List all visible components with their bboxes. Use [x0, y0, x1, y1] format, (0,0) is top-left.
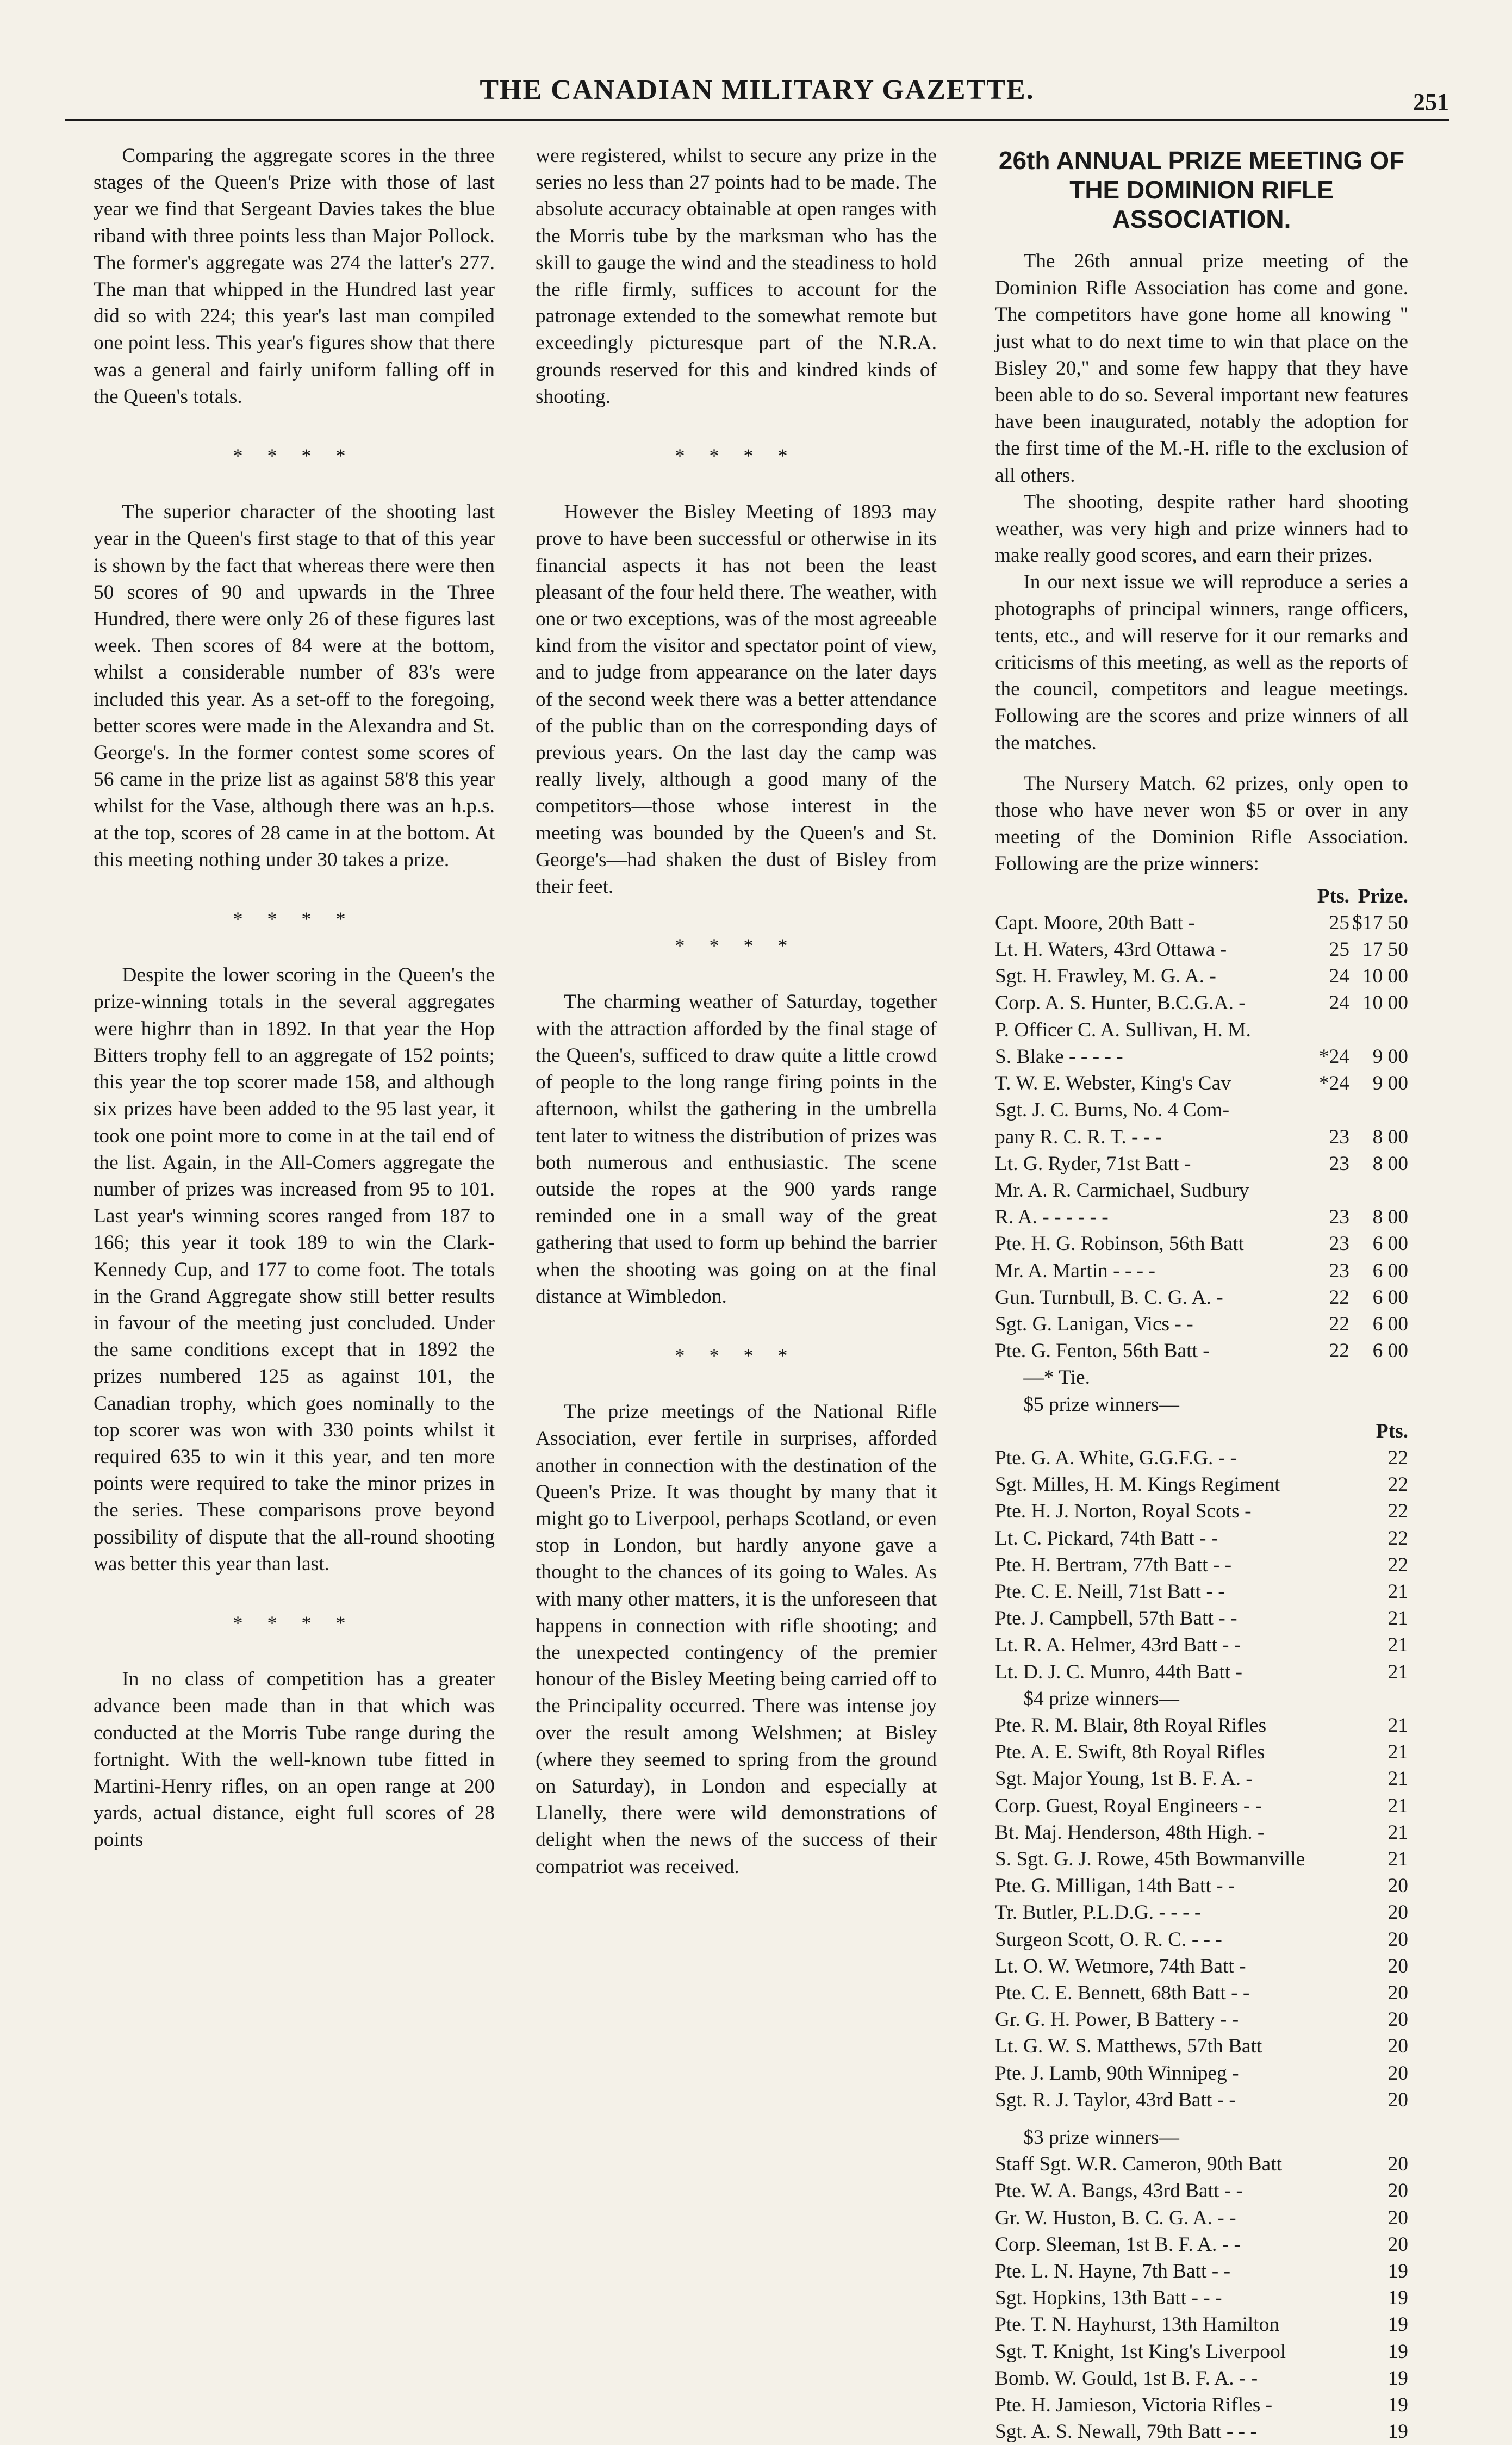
- winner-prize: 8 00: [1372, 1125, 1408, 1148]
- winner-points: 24: [1329, 992, 1349, 1015]
- winner-name: Pte. H. G. Robinson, 56th Batt: [995, 1233, 1245, 1255]
- winner-points: 20: [1387, 1982, 1408, 2004]
- winner-name: Sgt. Milles, H. M. Kings Regiment: [995, 1473, 1280, 1496]
- winner-name: R. A. - - - - - -: [995, 1206, 1109, 1229]
- winner-points: 20: [1387, 1928, 1408, 1951]
- column-header-pts: Pts.: [1317, 885, 1349, 907]
- winner-name: Bt. Maj. Henderson, 48th High. -: [995, 1821, 1265, 1844]
- page-number: 251: [1413, 89, 1449, 115]
- winner-name: Corp. Guest, Royal Engineers - -: [995, 1794, 1262, 1817]
- tie-note: —* Tie.: [1023, 1366, 1090, 1389]
- winner-name: Corp. A. S. Hunter, B.C.G.A. -: [995, 992, 1246, 1015]
- winner-name: Pte. H. Bertram, 77th Batt - -: [995, 1553, 1232, 1576]
- winner-name: Pte. J. Lamb, 90th Winnipeg -: [995, 2062, 1239, 2085]
- winner-points: 20: [1387, 1901, 1408, 1924]
- winner-points: 22: [1387, 1473, 1408, 1496]
- winner-prize: 6 00: [1372, 1340, 1408, 1363]
- winner-points: 19: [1387, 2313, 1408, 2336]
- winner-points: 21: [1387, 1660, 1408, 1683]
- winner-points: 25: [1329, 911, 1349, 934]
- separator: * * * *: [233, 445, 356, 467]
- winner-prize: [1349, 1017, 1408, 1043]
- paragraph: Despite the lower scoring in the Queen's the prize-winning totals in the several aggregates were highrr than in 1892. In that year the Hop Bitters trophy fell to an aggregate of 152 points; this year the top scorer made 158, and although six prizes have been added to the 95 last year, it took one point more to come in at the tail end of the list. Again, in the All-Comers aggregate the number of prizes was increased from 95 to 101. Last year's winning scores ranged from 187 to 166; this year it took 189 to win the Clark-Kennedy Cup, and 177 to come foot. The totals in the Grand Aggregate show still better results in favour of the meeting just concluded. Under the same conditions except that in 1892 the prizes numbered 125 as against 101, the Canadian trophy, which goes nominally to the top scorer was won with 330 points whilst it required 635 to win it this year, and ten more points were required to take the minor prizes in the series. These comparisons prove beyond possibility of dispute that the all-round shooting was better this year than last.: [94, 964, 495, 1575]
- winner-name: Pte. G. A. White, G.G.F.G. - -: [995, 1446, 1237, 1469]
- winner-points: 22: [1387, 1527, 1408, 1550]
- winner-points: 22: [1329, 1286, 1349, 1309]
- winner-points: 21: [1387, 1768, 1408, 1790]
- winner-points: *24: [1318, 1072, 1349, 1095]
- winner-points: 19: [1387, 2287, 1408, 2310]
- winner-name: Pte. J. Campbell, 57th Batt - -: [995, 1607, 1237, 1630]
- winner-name: S. Sgt. G. J. Rowe, 45th Bowmanville: [995, 1847, 1305, 1870]
- winner-name: Sgt. J. C. Burns, No. 4 Com-: [995, 1099, 1230, 1122]
- winner-name: S. Blake - - - - -: [995, 1045, 1123, 1068]
- page-header: [65, 70, 1449, 121]
- winner-points: 20: [1387, 2233, 1408, 2256]
- winner-prize: 8 00: [1372, 1152, 1408, 1175]
- winner-name: Lt. O. W. Wetmore, 74th Batt -: [995, 1955, 1246, 1977]
- winner-name: Sgt. G. Lanigan, Vics - -: [995, 1312, 1193, 1335]
- three-dollar-prize-table: [995, 2151, 1408, 2445]
- column-header-pts: Pts.: [1376, 1420, 1408, 1442]
- column-2: [536, 142, 937, 2415]
- winner-name: Lt. C. Pickard, 74th Batt - -: [995, 1527, 1218, 1550]
- winner-points: 20: [1387, 2153, 1408, 2176]
- winner-points: 19: [1387, 2421, 1408, 2443]
- winner-points: 20: [1387, 1875, 1408, 1897]
- winner-name: Corp. Sleeman, 1st B. F. A. - -: [995, 2233, 1241, 2256]
- section-label-three-dollar: $3 prize winners—: [1023, 2126, 1179, 2149]
- paragraph: In our next issue we will reproduce a series a photographs of principal winners, range officers, tents, etc., and will reserve for it our remarks and criticisms of this meeting, as well as the reports of the council, competitors and league meetings. Following are the scores and prize winners of all the matches.: [995, 571, 1408, 754]
- winner-prize: 10 00: [1362, 965, 1408, 988]
- winner-name: Pte. A. E. Swift, 8th Royal Rifles: [995, 1741, 1265, 1764]
- winner-points: 21: [1387, 1847, 1408, 1870]
- winner-name: Lt. H. Waters, 43rd Ottawa -: [995, 938, 1227, 961]
- winner-prize: 9 00: [1372, 1045, 1408, 1068]
- winner-name: Pte. C. E. Neill, 71st Batt - -: [995, 1580, 1225, 1603]
- winner-name: Pte. H. J. Norton, Royal Scots -: [995, 1500, 1252, 1523]
- winner-points: 21: [1387, 1821, 1408, 1844]
- winner-points: *24: [1318, 1045, 1349, 1068]
- winner-name: Capt. Moore, 20th Batt -: [995, 911, 1195, 934]
- paragraph: The superior character of the shooting last year in the Queen's first stage to that of this year is shown by the fact that whereas there were then 50 scores of 90 and upwards in the Three Hundred, there were only 26 of these figures last week. Then scores of 84 were at the bottom, whilst a considerable number of 83's were included this year. As a set-off to the foregoing, better scores were made in the Alexandra and St. George's. In the former contest some scores of 56 came in the prize list as against 58'8 this year whilst for the Vase, although there was an h.p.s. at the top, scores of 28 came in at the bottom. At this meeting nothing under 30 takes a prize.: [94, 501, 495, 871]
- paragraph: However the Bisley Meeting of 1893 may prove to have been successful or otherwise in its financial aspects it has not been the least pleasant of the four held there. The weather, with one or two exceptions, was of the most agreeable kind from the visitor and spectator point of view, and to judge from appearance on the later days of the second week there was a better attendance of the public than on the corresponding days of previous years. On the last day the camp was really lively, although a good many of the competitors—those whose interest in the meeting was bounded by the Queen's and St. George's—had shaken the dust of Bisley from their feet.: [536, 501, 937, 898]
- separator: * * * *: [233, 908, 356, 930]
- winner-prize: [1349, 1097, 1408, 1123]
- winner-name: P. Officer C. A. Sullivan, H. M.: [995, 1018, 1251, 1041]
- winner-prize: 17 50: [1362, 938, 1408, 961]
- winner-name: Gr. G. H. Power, B Battery - -: [995, 2008, 1239, 2031]
- winner-name: Staff Sgt. W.R. Cameron, 90th Batt: [995, 2153, 1282, 2176]
- winner-points: 22: [1329, 1312, 1349, 1335]
- winner-name: Surgeon Scott, O. R. C. - - -: [995, 1928, 1222, 1951]
- winner-name: Sgt. R. J. Taylor, 43rd Batt - -: [995, 2088, 1236, 2111]
- winner-points: 25: [1329, 938, 1349, 961]
- paragraph: The prize meetings of the National Rifle Association, ever fertile in surprises, afforded another in connection with the destination of the Queen's Prize. It was thought by many that it might go to Liverpool, perhaps Scotland, or even stop in London, but hardly anyone gave a thought to the chances of its going to Wales. As with many other matters, it is the unforeseen that happens in connection with rifle shooting; and the unexpected contingency of the premier honour of the Bisley Meeting being carried off to the Principality occurred. There was intense joy over the result among Welshmen; at Bisley (where they seemed to spring from the ground on Saturday), in London and especially at Llanelly, there were wild demonstrations of delight when the news of the success of their compatriot was received.: [536, 1401, 937, 1878]
- winner-name: Pte. L. N. Hayne, 7th Batt - -: [995, 2260, 1231, 2283]
- winner-prize: 8 00: [1372, 1206, 1408, 1229]
- winner-points: [1302, 1097, 1349, 1123]
- winner-name: Pte. W. A. Bangs, 43rd Batt - -: [995, 2180, 1243, 2203]
- winner-name: T. W. E. Webster, King's Cav: [995, 1072, 1231, 1095]
- nursery-table-header: [995, 883, 1408, 910]
- separator: * * * *: [675, 935, 798, 957]
- paragraph: The shooting, despite rather hard shooting weather, was very high and prize winners had to make really good scores, and earn their prizes.: [995, 490, 1408, 567]
- winner-prize: [1349, 1177, 1408, 1204]
- winner-prize: 6 00: [1372, 1312, 1408, 1335]
- winner-name: Sgt. Hopkins, 13th Batt - - -: [995, 2287, 1222, 2310]
- winner-name: Pte. T. N. Hayhurst, 13th Hamilton: [995, 2313, 1280, 2336]
- separator: * * * *: [675, 445, 798, 467]
- winner-points: 22: [1387, 1500, 1408, 1523]
- winner-name: Bomb. W. Gould, 1st B. F. A. - -: [995, 2367, 1258, 2390]
- winner-points: 20: [1387, 2180, 1408, 2203]
- winner-points: 22: [1387, 1446, 1408, 1469]
- winner-prize: 6 00: [1372, 1233, 1408, 1255]
- winner-name: Sgt. Major Young, 1st B. F. A. -: [995, 1768, 1253, 1790]
- winner-points: 23: [1329, 1206, 1349, 1229]
- winner-name: Gun. Turnbull, B. C. G. A. -: [995, 1286, 1223, 1309]
- winner-name: Sgt. T. Knight, 1st King's Liverpool: [995, 2340, 1286, 2363]
- nursery-prize-table: [995, 910, 1408, 1364]
- winner-points: 19: [1387, 2340, 1408, 2363]
- winner-name: Mr. A. R. Carmichael, Sudbury: [995, 1179, 1249, 1202]
- winner-points: 21: [1387, 1580, 1408, 1603]
- winner-points: 23: [1329, 1152, 1349, 1175]
- winner-name: Tr. Butler, P.L.D.G. - - - -: [995, 1901, 1202, 1924]
- column-3: [995, 142, 1408, 2443]
- winner-points: 21: [1387, 1794, 1408, 1817]
- winner-name: Sgt. H. Frawley, M. G. A. -: [995, 965, 1216, 988]
- winner-name: Pte. R. M. Blair, 8th Royal Rifles: [995, 1714, 1267, 1737]
- article-headline: 26th ANNUAL PRIZE MEETING OF THE DOMINION RIFLE ASSOCIATION.: [998, 146, 1405, 233]
- winner-name: Pte. C. E. Bennett, 68th Batt - -: [995, 1982, 1250, 2004]
- winner-points: 24: [1329, 965, 1349, 988]
- four-dollar-prize-table: [995, 1712, 1408, 2113]
- masthead-title: THE CANADIAN MILITARY GAZETTE.: [480, 74, 1035, 105]
- winner-name: Pte. H. Jamieson, Victoria Rifles -: [995, 2394, 1273, 2417]
- winner-name: Pte. G. Fenton, 56th Batt -: [995, 1340, 1210, 1363]
- winner-prize: 9 00: [1372, 1072, 1408, 1095]
- winner-name: Mr. A. Martin - - - -: [995, 1259, 1155, 1282]
- winner-prize: 6 00: [1372, 1286, 1408, 1309]
- winner-name: Lt. R. A. Helmer, 43rd Batt - -: [995, 1634, 1241, 1657]
- section-label-five-dollar: $5 prize winners—: [1023, 1393, 1179, 1416]
- paragraph: The 26th annual prize meeting of the Dominion Rifle Association has come and gone. The competitors have gone home all knowing " just what to do next time to win that place on the Bisley 20," and some few happy that they have been able to do so. Several important new features have been inaugurated, notably the adoption for the first time of the M.-H. rifle to the exclusion of all others.: [995, 250, 1408, 487]
- winner-points: 20: [1387, 1955, 1408, 1977]
- five-dollar-prize-table: [995, 1445, 1408, 1685]
- paragraph: The charming weather of Saturday, together with the attraction afforded by the final stage of the Queen's, sufficed to draw quite a little crowd of people to the long range firing points in the afternoon, whilst the gathering in the umbrella tent later to witness the distribution of prizes was both numerous and enthusiastic. The scene outside the ropes at the 900 yards range reminded one in a small way of the great gathering that used to form up behind the barrier when the shooting was going on at the final distance at Wimbledon.: [536, 991, 937, 1308]
- winner-name: Lt. G. Ryder, 71st Batt -: [995, 1152, 1191, 1175]
- column-1: [94, 142, 495, 2415]
- winner-points: 21: [1387, 1741, 1408, 1764]
- winner-points: 20: [1387, 2062, 1408, 2085]
- winner-name: Lt. G. W. S. Matthews, 57th Batt: [995, 2035, 1262, 2058]
- winner-points: [1302, 1177, 1349, 1204]
- winner-name: Sgt. A. S. Newall, 79th Batt - - -: [995, 2421, 1257, 2443]
- winner-points: 23: [1329, 1233, 1349, 1255]
- winner-prize: 10 00: [1362, 992, 1408, 1015]
- winner-name: Pte. G. Milligan, 14th Batt - -: [995, 1875, 1235, 1897]
- winner-points: 20: [1387, 2206, 1408, 2229]
- winner-points: 19: [1387, 2260, 1408, 2283]
- winner-points: 22: [1329, 1340, 1349, 1363]
- winner-prize: $17 50: [1352, 911, 1408, 934]
- paragraph: In no class of competition has a greater advance been made than in that which was conducted at the Morris Tube range during the fortnight. With the well-known tube fitted in Martini-Henry rifles, on an open range at 200 yards, actual distance, eight full scores of 28 points: [94, 1668, 495, 1851]
- column-header-prize: Prize.: [1358, 885, 1408, 907]
- separator: * * * *: [233, 1612, 356, 1634]
- winner-points: 23: [1329, 1125, 1349, 1148]
- winner-name: pany R. C. R. T. - - -: [995, 1125, 1162, 1148]
- section-label-four-dollar: $4 prize winners—: [1023, 1687, 1179, 1710]
- winner-points: 20: [1387, 2088, 1408, 2111]
- paragraph: were registered, whilst to secure any prize in the series no less than 27 points had to be made. The absolute accuracy obtainable at open ranges with the Morris tube by the marksman who has the skill to gauge the wind and the steadiness to hold the rifle firmly, suffices to account for the patronage extended to the somewhat remote but exceedingly picturesque part of the N.R.A. grounds reserved for this and kindred kinds of shooting.: [536, 145, 937, 408]
- winner-points: 23: [1329, 1259, 1349, 1282]
- winner-name: Gr. W. Huston, B. C. G. A. - -: [995, 2206, 1236, 2229]
- winner-points: 20: [1387, 2008, 1408, 2031]
- winner-points: 22: [1387, 1553, 1408, 1576]
- winner-points: 19: [1387, 2394, 1408, 2417]
- winner-prize: 6 00: [1372, 1259, 1408, 1282]
- paragraph: Comparing the aggregate scores in the three stages of the Queen's Prize with those of last year we find that Sergeant Davies takes the blue riband with three points less than Major Pollock. The former's aggregate was 274 the latter's 277. The man that whipped in the Hundred last year did so with 224; this year's last man compiled one point less. This year's figures show that there was a general and fairly uniform falling off in the Queen's totals.: [94, 145, 495, 408]
- winner-points: 20: [1387, 2035, 1408, 2058]
- separator: * * * *: [675, 1344, 798, 1366]
- winner-points: 21: [1387, 1634, 1408, 1657]
- winner-points: 19: [1387, 2367, 1408, 2390]
- paragraph: The Nursery Match. 62 prizes, only open to those who have never won $5 or over in any meeting of the Dominion Rifle Association. Following are the prize winners:: [995, 772, 1408, 875]
- winner-points: 21: [1387, 1714, 1408, 1737]
- winner-points: [1302, 1017, 1349, 1043]
- winner-name: Lt. D. J. C. Munro, 44th Batt -: [995, 1660, 1242, 1683]
- winner-points: 21: [1387, 1607, 1408, 1630]
